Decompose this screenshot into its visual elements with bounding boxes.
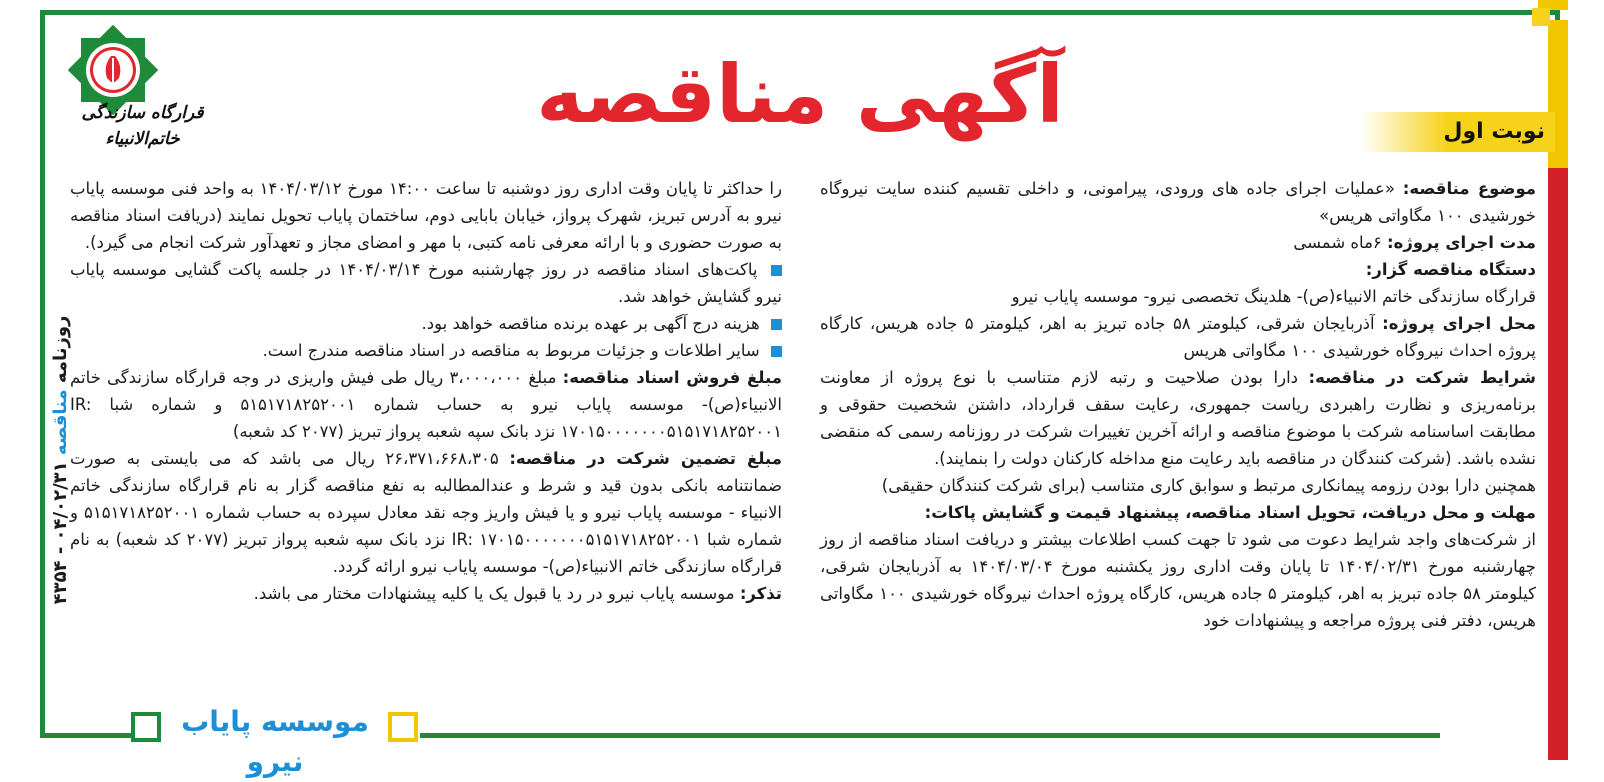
decorative-square — [388, 712, 418, 742]
note-text: موسسه پایاب نیرو در رد یا قبول یک یا کلیه پیشنهادات مختار می باشد. — [253, 584, 735, 603]
square-bullet-icon — [771, 319, 782, 330]
subject-label: موضوع مناقصه: — [1402, 179, 1537, 198]
issue-date: ۰۴/۰۲/۳۱ - ۴۳۵۴ — [50, 461, 71, 605]
guarantee-text: ۲۶،۳۷۱،۶۶۸،۳۰۵ ریال می باشد که می بایستی به صورت ضمانتنامه بانکی بدون قید و شرط و عندالمطالبه به نفع مناقصه گزار به نام قرارگاه سازندگی خاتم الانبیاء - موسسه پایاب نیرو و یا فیش واریز وجه نقد معادل سپرده به حساب شماره ۵۱۵۱۷۱۸۲۵۲۰۰۱ و شماره شبا IR: ۱۷۰۱۵۰۰۰۰۰۰۰۵۱۵۱۷۱۸۲۵۲۰۰۱ نزد بانک سپه شعبه پرواز تبریز (۲۰۷۷ کد شعبه) به نام قرارگاه سازندگی خاتم الانبیاء(ص)- موسسه پایاب نیرو ارائه گردد. — [70, 449, 783, 576]
location-text: آذربایجان شرقی، کیلومتر ۵۸ جاده تبریز به اهر، کیلومتر ۵ جاده هریس، کارگاه پروژه احداث نیروگاه خورشیدی ۱۰۰ مگاواتی هریس — [820, 314, 1536, 360]
bullet-item: پاکت‌های اسناد مناقصه در روز چهارشنبه مورخ ۱۴۰۴/۰۳/۱۴ در جلسه پاکت گشایی موسسه پایاب نیرو گشایش خواهد شد. — [70, 260, 782, 306]
deadline-label: مهلت و محل دریافت، تحویل اسناد مناقصه، پیشنهاد قیمت و گشایش پاکات: — [924, 503, 1536, 522]
sale-text: مبلغ ۳،۰۰۰،۰۰۰ ریال طی فیش واریزی در وجه قرارگاه سازندگی خاتم الانبیاء(ص)- موسسه پایاب نیرو به حساب شماره ۵۱۵۱۷۱۸۲۵۲۰۰۱ و شماره شبا IR: ۱۷۰۱۵۰۰۰۰۰۰۰۵۱۵۱۷۱۸۲۵۲۰۰۱ نزد بانک سپه شعبه پرواز تبریز (۲۰۷۷ کد شعبه) — [70, 368, 782, 441]
left-column — [70, 175, 782, 705]
decorative-square — [131, 712, 161, 742]
square-bullet-icon — [771, 346, 782, 357]
round-banner — [1360, 112, 1555, 152]
right-column — [820, 175, 1536, 705]
decorative-square — [1532, 8, 1550, 26]
authority-text: قرارگاه سازندگی خاتم الانبیاء(ص)- هلدینگ تخصصی نیرو- موسسه پایاب نیرو — [1011, 287, 1536, 306]
guarantee-label: مبلغ تضمین شرکت در مناقصه: — [509, 449, 782, 468]
deadline-text: از شرکت‌های واجد شرایط دعوت می شود تا جهت کسب اطلاعات بیشتر و دریافت اسناد مناقصه از روز چهارشنبه مورخ ۱۴۰۴/۰۲/۳۱ تا پایان وقت اداری روز یکشنبه مورخ ۱۴۰۴/۰۳/۰۴ به آذربایجان شرقی، کیلومتر ۵۸ جاده تبریز به اهر، کیلومتر ۵ جاده هریس، کارگاه پروژه احداث نیروگاه خورشیدی ۱۰۰ مگاواتی هریس، دفتر فنی پروژه مراجعه و پیشنهادات خود — [820, 530, 1536, 630]
square-bullet-icon — [771, 265, 782, 276]
location-label: محل اجرای پروژه: — [1382, 314, 1537, 333]
conditions-extra: همچنین دارا بودن رزومه پیمانکاری مرتبط و سوابق کاری متناسب (برای شرکت کنندگان حقیقی) — [881, 476, 1536, 495]
org-caption: قرارگاه سازندگی خاتم‌الانبیاء — [81, 103, 204, 149]
conditions-text: دارا بودن صلاحیت و رتبه لازم متناسب با نوع پروژه از معاونت برنامه‌ریزی و نظارت راهبردی ریاست جمهوری، رعایت سقف قرارداد، داشتن شخصیت حقوقی و مطابقت اساسنامه شرکت با موضوع مناقصه و ارائه آخرین تغییرات شرکت در روزنامه رسمی که منقضی نشده باشد. (شرکت کنندگان در مناقصه باید رعایت منع مداخله کارکنان دولت را بنمایند). — [820, 368, 1536, 468]
round-label: نوبت اول — [1443, 119, 1545, 144]
note-label: تذکر: — [739, 584, 782, 603]
duration-text: ۶ماه شمسی — [1293, 233, 1382, 252]
newspaper-sidebar — [30, 310, 71, 610]
duration-label: مدت اجرای پروژه: — [1387, 233, 1536, 252]
footer-org-name: موسسه پایاب نیرو — [181, 705, 369, 778]
subject-text: «عملیات اجرای جاده های ورودی، پیرامونی، و داخلی تقسیم کننده سایت نیروگاه خورشیدی ۱۰۰ مگاواتی هریس» — [820, 179, 1536, 225]
frame-bottom-border — [420, 733, 1440, 738]
page-title: آگهی مناقصه — [536, 48, 1064, 141]
continued-text: را حداکثر تا پایان وقت اداری روز دوشنبه تا ساعت ۱۴:۰۰ مورخ ۱۴۰۴/۰۳/۱۲ به واحد فنی موسسه پایاب نیرو به آدرس تبریز، شهرک پرواز، خیابان بابایی دوم، ساختمان پایاب تحویل نمایند (دریافت اسناد مناقصه به صورت حضوری و با ارائه معرفی نامه کتبی، با مهر و امضای مجاز و تعهدآور شرکت انجام می گیرد). — [70, 179, 782, 252]
conditions-label: شرایط شرکت در مناقصه: — [1308, 368, 1536, 387]
newspaper-name: مناقصه — [50, 389, 71, 456]
sale-label: مبلغ فروش اسناد مناقصه: — [562, 368, 782, 387]
newspaper-label: روزنامه — [50, 315, 71, 384]
authority-label: دستگاه مناقصه گزار: — [1365, 260, 1536, 279]
bullet-item: سایر اطلاعات و جزئیات مربوط به مناقصه در اسناد مناقصه مندرج است. — [262, 341, 760, 360]
bullet-item: هزینه درج آگهی بر عهده برنده مناقصه خواهد بود. — [421, 314, 760, 333]
frame-top-border — [40, 10, 1560, 15]
frame-bottom-border — [40, 733, 135, 738]
